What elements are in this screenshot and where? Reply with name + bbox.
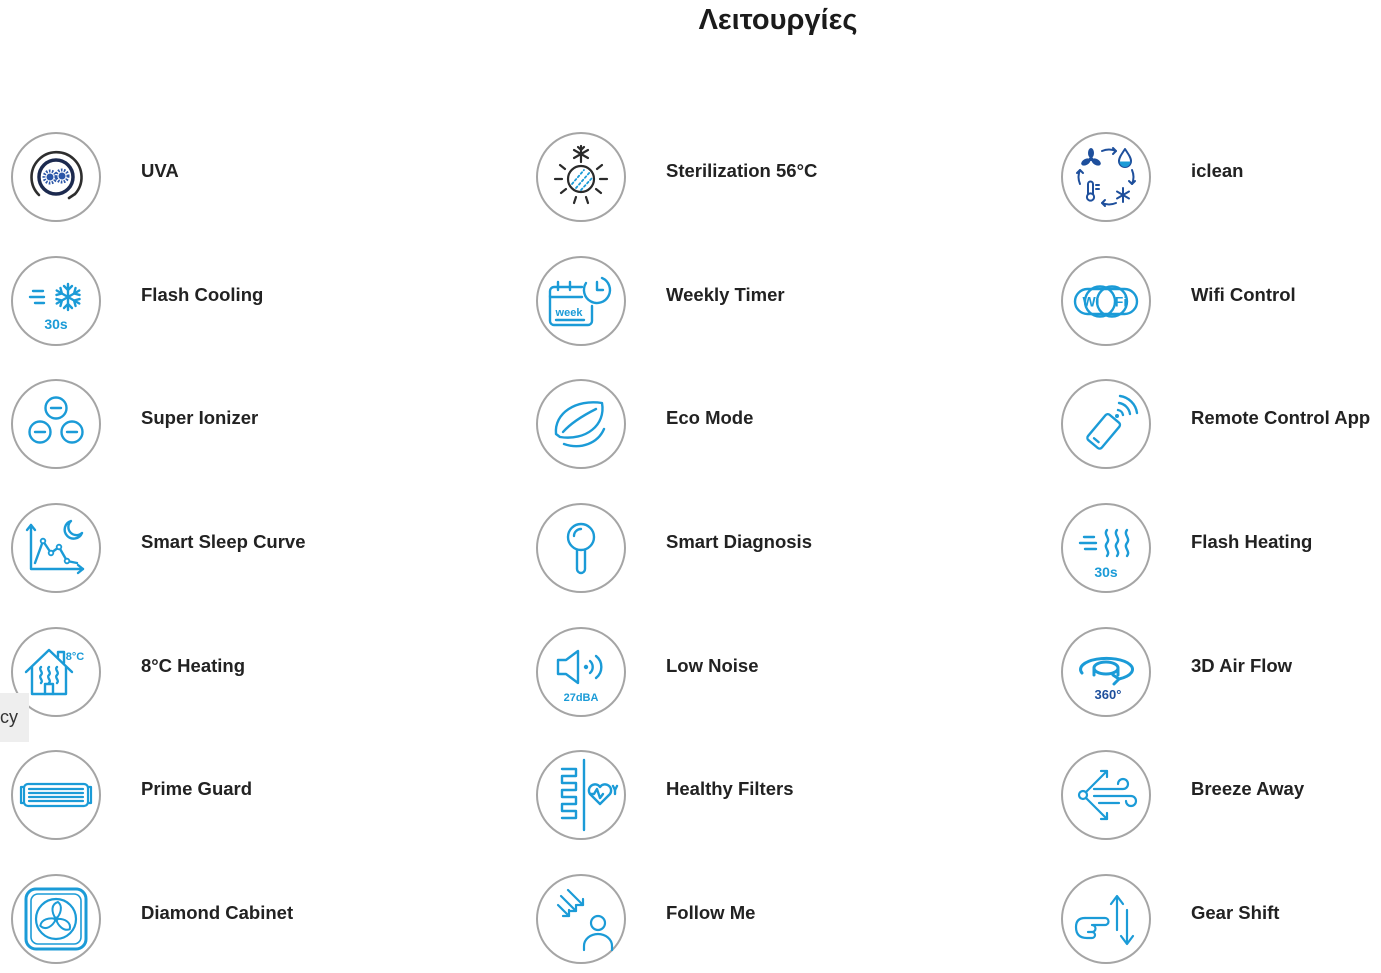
leaf-icon xyxy=(536,379,626,469)
feature-label: Remote Control App xyxy=(1191,407,1371,429)
feature-label: Follow Me xyxy=(666,902,756,924)
heating-temperature-text: 8°C xyxy=(65,650,85,663)
filter-icon xyxy=(11,750,101,840)
feature-label: Flash Heating xyxy=(1191,531,1313,553)
feature-label: Gear Shift xyxy=(1191,902,1280,924)
flash-cooling-time-text: 30s xyxy=(44,315,68,332)
feature-label: UVA xyxy=(141,160,179,181)
iclean-icon xyxy=(1061,132,1151,222)
breeze-icon xyxy=(1061,750,1151,840)
feature-label: Smart Sleep Curve xyxy=(141,531,306,553)
feature-3d-air-flow xyxy=(1061,627,1381,717)
noise-level-text: 27dBA xyxy=(563,691,599,704)
feature-label: Breeze Away xyxy=(1191,778,1305,800)
flash-cooling-icon xyxy=(11,256,101,346)
features-grid xyxy=(11,132,1381,964)
feature-healthy-filters xyxy=(536,750,1061,840)
wifi-fi-text: Fi xyxy=(1114,293,1128,310)
feature-label: iclean xyxy=(1191,160,1244,181)
air-flow-360-icon xyxy=(1061,627,1151,717)
feature-low-noise xyxy=(536,627,1061,717)
feature-flash-cooling xyxy=(11,256,536,346)
sleep-curve-icon xyxy=(11,503,101,593)
feature-iclean xyxy=(1061,132,1381,222)
feature-label: Diamond Cabinet xyxy=(141,902,294,924)
feature-smart-diagnosis xyxy=(536,503,1061,593)
page-title: Λειτουργίες xyxy=(698,4,858,36)
feature-weekly-timer xyxy=(536,256,1061,346)
wifi-wi-text: Wi xyxy=(1082,293,1100,310)
feature-label: Flash Cooling xyxy=(141,283,264,305)
feature-label: Prime Guard xyxy=(141,778,253,800)
feature-sterilization xyxy=(536,132,1061,222)
feature-prime-guard xyxy=(11,750,536,840)
feature-breeze-away xyxy=(1061,750,1381,840)
weekly-timer-icon xyxy=(536,256,626,346)
feature-wifi-control xyxy=(1061,256,1381,346)
feature-label: Wifi Control xyxy=(1191,283,1296,305)
weekly-timer-week-text: week xyxy=(555,306,583,319)
feature-label: 8°C Heating xyxy=(141,654,246,676)
uva-icon xyxy=(11,132,101,222)
feature-label: Weekly Timer xyxy=(666,283,785,305)
feature-follow-me xyxy=(536,874,1061,964)
feature-super-ionizer xyxy=(11,379,536,469)
feature-flash-heating xyxy=(1061,503,1381,593)
feature-label: Super Ionizer xyxy=(141,407,259,429)
feature-label: 3D Air Flow xyxy=(1191,654,1293,676)
feature-label: Low Noise xyxy=(666,654,759,676)
feature-label: Healthy Filters xyxy=(666,778,794,800)
feature-label: Sterilization 56°C xyxy=(666,160,818,181)
feature-label: Eco Mode xyxy=(666,407,754,429)
feature-eco-mode xyxy=(536,379,1061,469)
feature-smart-sleep-curve xyxy=(11,503,536,593)
privacy-tab[interactable] xyxy=(0,693,29,742)
feature-diamond-cabinet xyxy=(11,874,536,964)
privacy-tab-label: cy xyxy=(0,707,18,727)
feature-label: Smart Diagnosis xyxy=(666,531,812,553)
cabinet-fan-icon xyxy=(11,874,101,964)
speaker-icon xyxy=(536,627,626,717)
wifi-icon xyxy=(1061,256,1151,346)
feature-uva xyxy=(11,132,536,222)
feature-8c-heating xyxy=(11,627,536,717)
diagnosis-icon xyxy=(536,503,626,593)
smartphone-icon xyxy=(1061,379,1151,469)
follow-me-icon xyxy=(536,874,626,964)
healthy-filter-icon xyxy=(536,750,626,840)
feature-remote-control-app xyxy=(1061,379,1381,469)
gear-shift-icon xyxy=(1061,874,1151,964)
feature-gear-shift xyxy=(1061,874,1381,964)
sterilization-icon xyxy=(536,132,626,222)
air-flow-degree-text: 360° xyxy=(1094,686,1122,702)
ionizer-icon xyxy=(11,379,101,469)
flash-heating-icon xyxy=(1061,503,1151,593)
flash-heating-time-text: 30s xyxy=(1094,564,1118,581)
